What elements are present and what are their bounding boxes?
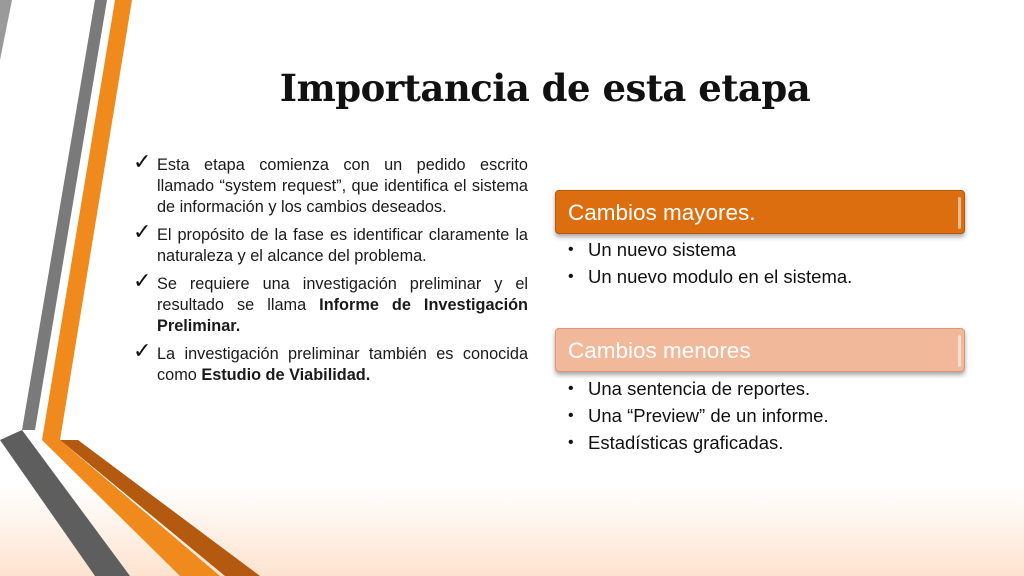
point-text: El propósito de la fase es identificar claramente la naturaleza y el alcance del problema. — [157, 226, 528, 265]
left-bullet-item — [133, 150, 528, 218]
list-item: • Una “Preview” de un informe. — [566, 402, 829, 429]
checkmark-icon: ✓ — [133, 220, 152, 245]
checkmark-icon: ✓ — [133, 150, 152, 175]
point-text-bold: Estudio de Viabilidad. — [201, 366, 371, 384]
list-item: • Un nuevo modulo en el sistema. — [566, 263, 852, 290]
list-item: • Estadísticas graficadas. — [566, 429, 829, 456]
point-text: La investigación preliminar también es conocida como — [157, 345, 528, 384]
list-item: • Un nuevo sistema — [566, 236, 852, 263]
category-header-minor: Cambios menores — [555, 328, 965, 372]
left-bullet-item — [133, 339, 528, 386]
left-bullet-list — [133, 150, 528, 393]
minor-changes-list — [566, 375, 829, 456]
point-text: Esta etapa comienza con un pedido escrito llamado “system request”, que identifica el sistema de información y los cambios deseados. — [157, 156, 528, 216]
left-bullet-item — [133, 220, 528, 267]
point-text: Se requiere una investigación preliminar y el resultado se llama — [157, 275, 528, 314]
slide-title: Importancia de esta etapa — [279, 66, 811, 110]
major-changes-list — [566, 236, 852, 290]
point-text-bold: Informe de Investigación Preliminar. — [157, 296, 528, 335]
left-bullet-item — [133, 269, 528, 337]
checkmark-icon: ✓ — [133, 339, 152, 364]
gray-stripe-corner — [0, 0, 12, 60]
checkmark-icon: ✓ — [133, 269, 152, 294]
category-header-major: Cambios mayores. — [555, 190, 965, 234]
list-item: • Una sentencia de reportes. — [566, 375, 829, 402]
